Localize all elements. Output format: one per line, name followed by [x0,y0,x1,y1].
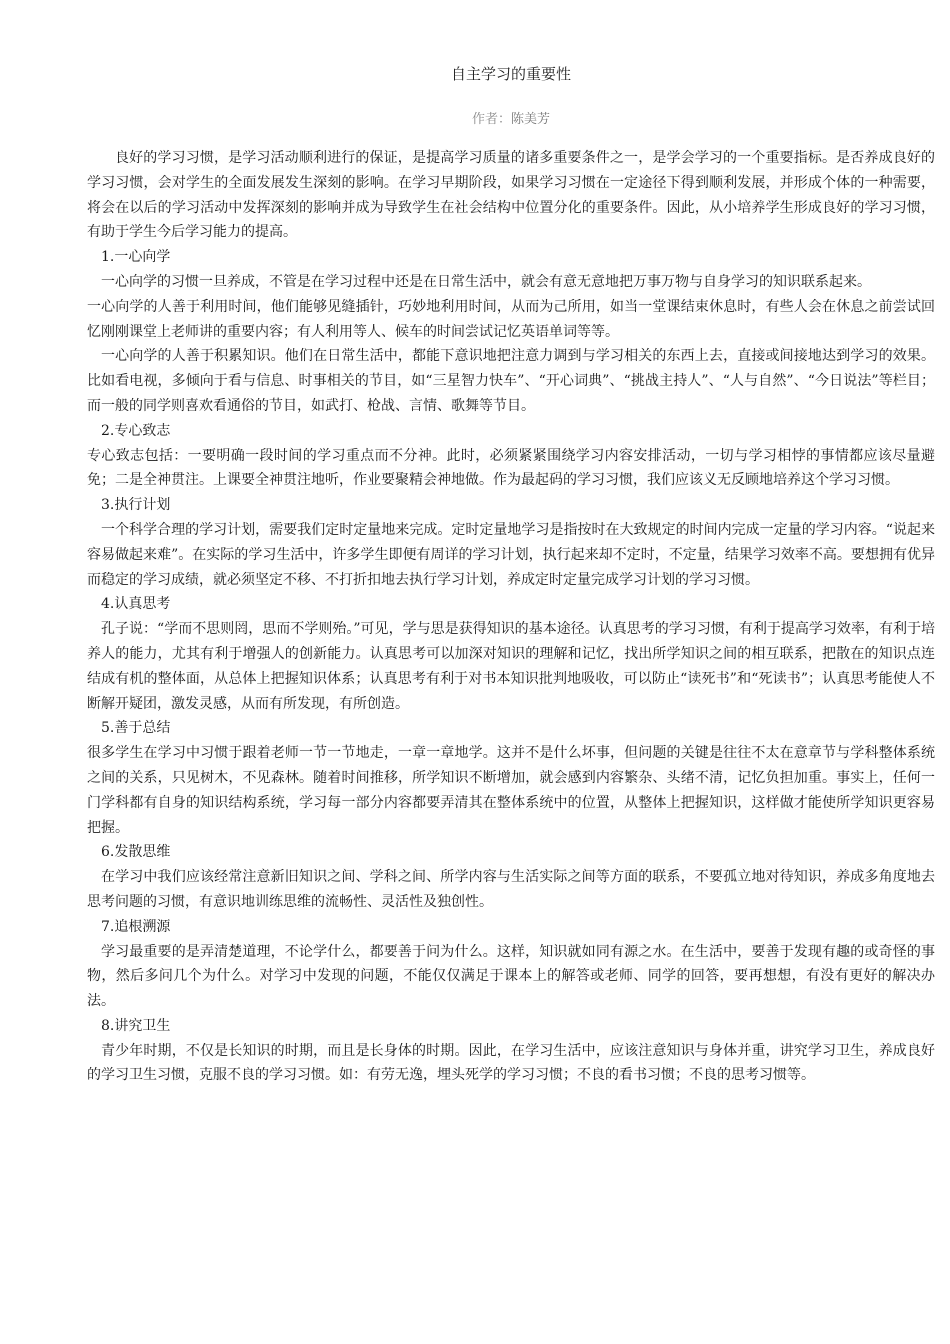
section-paragraph: 在学习中我们应该经常注意新旧知识之间、学科之间、所学内容与生活实际之间等方面的联系，不要孤立地对待知识，养成多角度地去思考问题的习惯，有意识地训练思维的流畅性、灵活性及独创性。 [87,869,935,910]
section-heading: 3.执行计划 [101,497,171,514]
section-paragraph: 青少年时期，不仅是长知识的时期，而且是长身体的时期。因此，在学习生活中，应该注意知识与身体并重，讲究学习卫生，养成良好的学习卫生习惯，克服不良的学习习惯。如：有劳无逸，埋头死学的学习习惯；不良的看书习惯；不良的思考习惯等。 [87,1042,935,1084]
section-heading: 2.专心致志 [101,422,171,439]
section-paragraph: 专心致志包括：一要明确一段时间的学习重点而不分神。此时，必须紧紧围绕学习内容安排活动，一切与学习相悖的事情都应该尽量避免；二是全神贯注。上课要全神贯注地听，作业要聚精会神地做。作为最起码的学习习惯，我们应该义无反顾地培养这个学习习惯。 [87,447,935,489]
section-paragraph: 学习最重要的是弄清楚道理，不论学什么，都要善于问为什么。这样，知识就如同有源之水。在生活中，要善于发现有趣的或奇怪的事物，然后多问几个为什么。对学习中发现的问题，不能仅仅满足于课本上的解答或老师、同学的回答，要再想想，有没有更好的解决办法。 [87,943,935,1010]
section-paragraph: 一心向学的人善于利用时间，他们能够见缝插针，巧妙地利用时间，从而为己所用，如当一堂课结束休息时，有些人会在休息之前尝试回忆刚刚课堂上老师讲的重要内容；有人利用等人、候车的时间尝试记忆英语单词等等。 [87,298,935,340]
document-title: 自主学习的重要性 [450,65,571,83]
author-name: 陈美芳 [511,112,551,127]
section-paragraph: 很多学生在学习中习惯于跟着老师一节一节地走，一章一章地学。这并不是什么坏事，但问题的关键是往往不太在意章节与学科整体系统之间的关系，只见树木，不见森林。随着时间推移，所学知识不断增加，就会感到内容繁杂、头绪不清，记忆负担加重。事实上，任何一门学科都有自身的知识结构系统，学习每一部分内容都要弄清其在整体系统中的位置，从整体上把握知识，这样做才能使所学知识更容易把握。 [87,745,935,836]
section-paragraph: 一心向学的人善于积累知识。他们在日常生活中，都能下意识地把注意力调到与学习相关的东西上去，直接或间接地达到学习的效果。比如看电视，多倾向于看与信息、时事相关的节目，如“三星智力快车”、“开心词典”、“挑战主持人”、“人与自然”、“今日说法”等栏目；而一般的同学则喜欢看通俗的节目，如武打、枪战、言情、歌舞等节目。 [87,348,935,414]
author-line [87,110,935,130]
section-heading: 7.追根溯源 [101,918,171,935]
section-heading: 6.发散思维 [101,844,171,861]
section-heading: 1.一心向学 [101,249,171,266]
section-heading: 8.讲究卫生 [101,1017,171,1034]
intro-paragraph: 良好的学习习惯，是学习活动顺利进行的保证，是提高学习质量的诸多重要条件之一，是学会学习的一个重要指标。是否养成良好的学习习惯，会对学生的全面发展发生深刻的影响。在学习早期阶段，如果学习习惯在一定途径下得到顺利发展，并形成个体的一种需要，将会在以后的学习活动中发挥深刻的影响并成为导致学生在社会结构中位置分化的重要条件。因此，从小培养学生形成良好的学习习惯，有助于学生今后学习能力的提高。 [87,150,935,241]
section-heading: 5.善于总结 [101,720,171,737]
section-paragraph: 一个科学合理的学习计划，需要我们定时定量地来完成。定时定量地学习是指按时在大致规定的时间内完成一定量的学习内容。“说起来容易做起来难”。在实际的学习生活中，许多学生即便有周详的学习计划，执行起来却不定时，不定量，结果学习效率不高。要想拥有优异而稳定的学习成绩，就必须坚定不移、不打折扣地去执行学习计划，养成定时定量完成学习计划的学习习惯。 [87,521,935,588]
section-heading: 4.认真思考 [101,596,171,613]
article [87,62,935,1088]
author-label: 作者： [471,112,511,127]
section-paragraph: 孔子说：“学而不思则罔，思而不学则殆。”可见，学与思是获得知识的基本途径。认真思考的学习习惯，有利于提高学习效率，有利于培养人的能力，尤其有利于增强人的创新能力。认真思考可以加深对知识的理解和记忆，找出所学知识之间的相互联系，把散在的知识点连结成有机的整体面，从总体上把握知识体系；认真思考有利于对书本知识批判地吸收，可以防止“读死书”和“死读书”；认真思考能使人不断解开疑团，激发灵感，从而有所发现，有所创造。 [87,621,935,712]
section-paragraph: 一心向学的习惯一旦养成，不管是在学习过程中还是在日常生活中，就会有意无意地把万事万物与自身学习的知识联系起来。 [101,273,871,290]
